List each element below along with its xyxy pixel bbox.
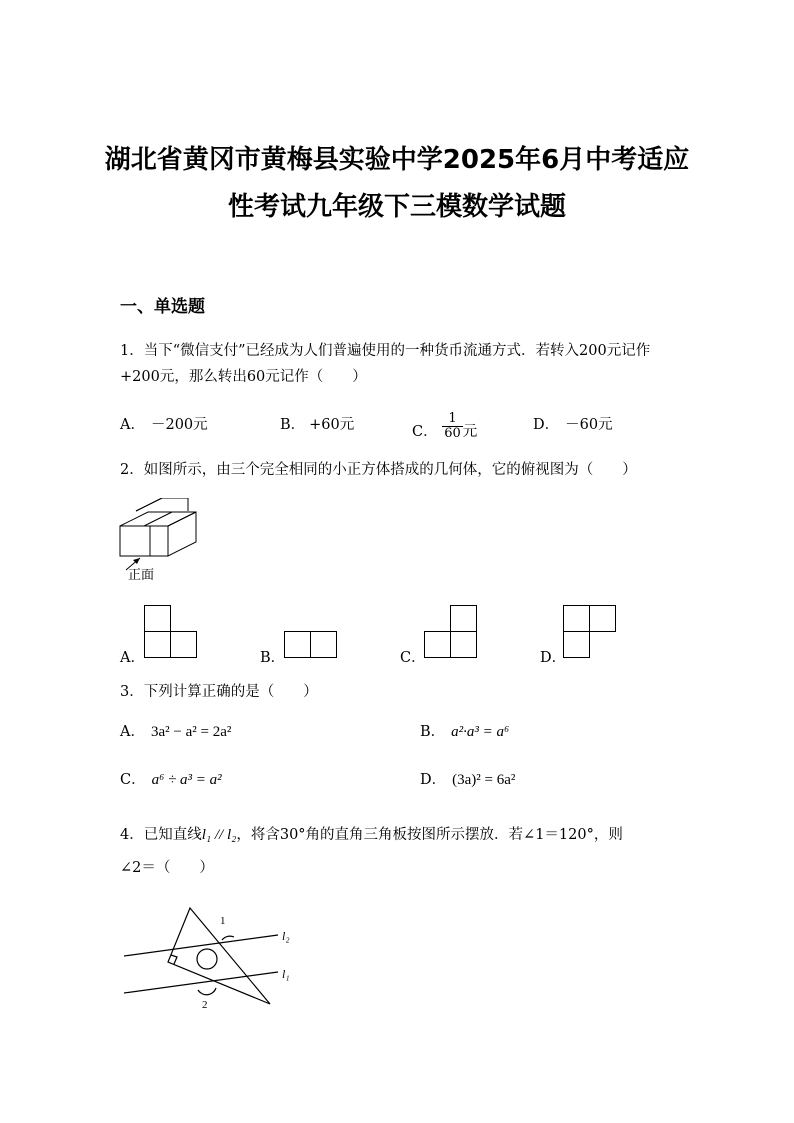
q2-option-c-label: C． xyxy=(400,650,426,666)
square xyxy=(145,632,171,658)
square xyxy=(451,606,477,632)
figure-label-front: 正面 xyxy=(128,567,155,582)
angle-2-label: 2 xyxy=(202,999,208,1011)
q4-text-part1: 4．已知直线 xyxy=(120,827,202,843)
triangle-hole xyxy=(197,949,217,969)
q4-text-math: l₁ // l₂ xyxy=(201,827,237,843)
q2-option-c-figure xyxy=(424,605,480,661)
q1-option-a xyxy=(120,413,208,434)
q2-option-b-figure xyxy=(284,631,340,661)
q4-triangle-figure xyxy=(118,900,308,1018)
line-l1-label: l₁ xyxy=(282,967,290,981)
q1-option-b xyxy=(280,413,354,434)
q2-option-a-label: A． xyxy=(120,650,145,666)
square xyxy=(590,606,616,632)
option-label: D． xyxy=(533,417,560,433)
q3-option-a xyxy=(120,720,231,741)
option-label: C． xyxy=(412,424,438,440)
back-edge xyxy=(136,498,162,511)
question-4-text xyxy=(120,822,690,848)
fraction xyxy=(442,412,463,441)
q3-option-c xyxy=(120,768,222,789)
option-label: B． xyxy=(280,417,306,433)
q2-option-d-label: D． xyxy=(540,650,567,666)
q4-text-part2: ，将含30°角的直角三角板按图所示摆放．若∠1＝120°，则 xyxy=(236,827,623,843)
q3-option-d xyxy=(420,768,515,789)
option-unit: 元 xyxy=(462,424,478,440)
right-angle-marker xyxy=(171,955,177,964)
section-heading: 一、单选题 xyxy=(120,297,205,317)
front-face xyxy=(120,526,168,556)
square xyxy=(145,606,171,632)
fraction-denominator: 60 xyxy=(444,426,461,441)
square xyxy=(564,606,590,632)
option-value: －60元 xyxy=(565,417,613,433)
title-line-2: 性考试九年级下三模数学试题 xyxy=(227,192,566,222)
question-2-text: 2．如图所示，由三个完全相同的小正方体搭成的几何体，它的俯视图为（ ） xyxy=(120,462,637,478)
square xyxy=(171,632,197,658)
q1-option-d xyxy=(533,413,613,434)
top-divider xyxy=(144,512,172,526)
option-expression: a²·a³ = a⁶ xyxy=(451,724,510,740)
document-title xyxy=(100,137,694,231)
option-expression: a⁶ ÷ a³ = a² xyxy=(151,772,222,788)
square xyxy=(425,632,451,658)
option-label: C． xyxy=(120,772,146,788)
square xyxy=(451,632,477,658)
title-line-1: 湖北省黄冈市黄梅县实验中学2025年6月中考适应 xyxy=(104,145,690,175)
square xyxy=(285,632,311,658)
line-l2 xyxy=(124,935,278,956)
fraction-numerator: 1 xyxy=(442,412,463,427)
option-label: A． xyxy=(120,417,145,433)
option-value: －200元 xyxy=(150,417,208,433)
square xyxy=(311,632,337,658)
option-label: D． xyxy=(420,772,447,788)
q2-option-b-label: B． xyxy=(260,650,286,666)
option-expression: 3a² − a² = 2a² xyxy=(150,724,232,740)
right-face xyxy=(168,512,196,556)
angle-1-label: 1 xyxy=(220,915,226,927)
question-4-text-line2: ∠2＝（ ） xyxy=(120,860,214,876)
angle-2-arc xyxy=(198,988,216,995)
angle-1-arc xyxy=(222,936,234,940)
q3-option-b xyxy=(420,720,509,741)
q1-option-c xyxy=(412,402,477,441)
question-1-text: 1．当下“微信支付”已经成为人们普遍使用的一种货币流通方式．若转入200元记作+200元，那么转出60元记作（ ） xyxy=(120,343,651,385)
option-label: B． xyxy=(420,724,446,740)
q2-option-a-figure xyxy=(144,605,200,661)
q2-option-d-figure xyxy=(563,605,619,661)
option-value: +60元 xyxy=(309,417,355,433)
square xyxy=(564,632,590,658)
option-label: A． xyxy=(120,724,145,740)
q2-cube-figure xyxy=(118,498,208,588)
back-cube-top-edge xyxy=(136,498,188,511)
triangle xyxy=(168,908,270,1004)
line-l2-label: l₂ xyxy=(282,929,290,943)
option-expression: (3a)² = 6a² xyxy=(452,772,516,788)
question-3-text: 3．下列计算正确的是（ ） xyxy=(120,684,318,700)
